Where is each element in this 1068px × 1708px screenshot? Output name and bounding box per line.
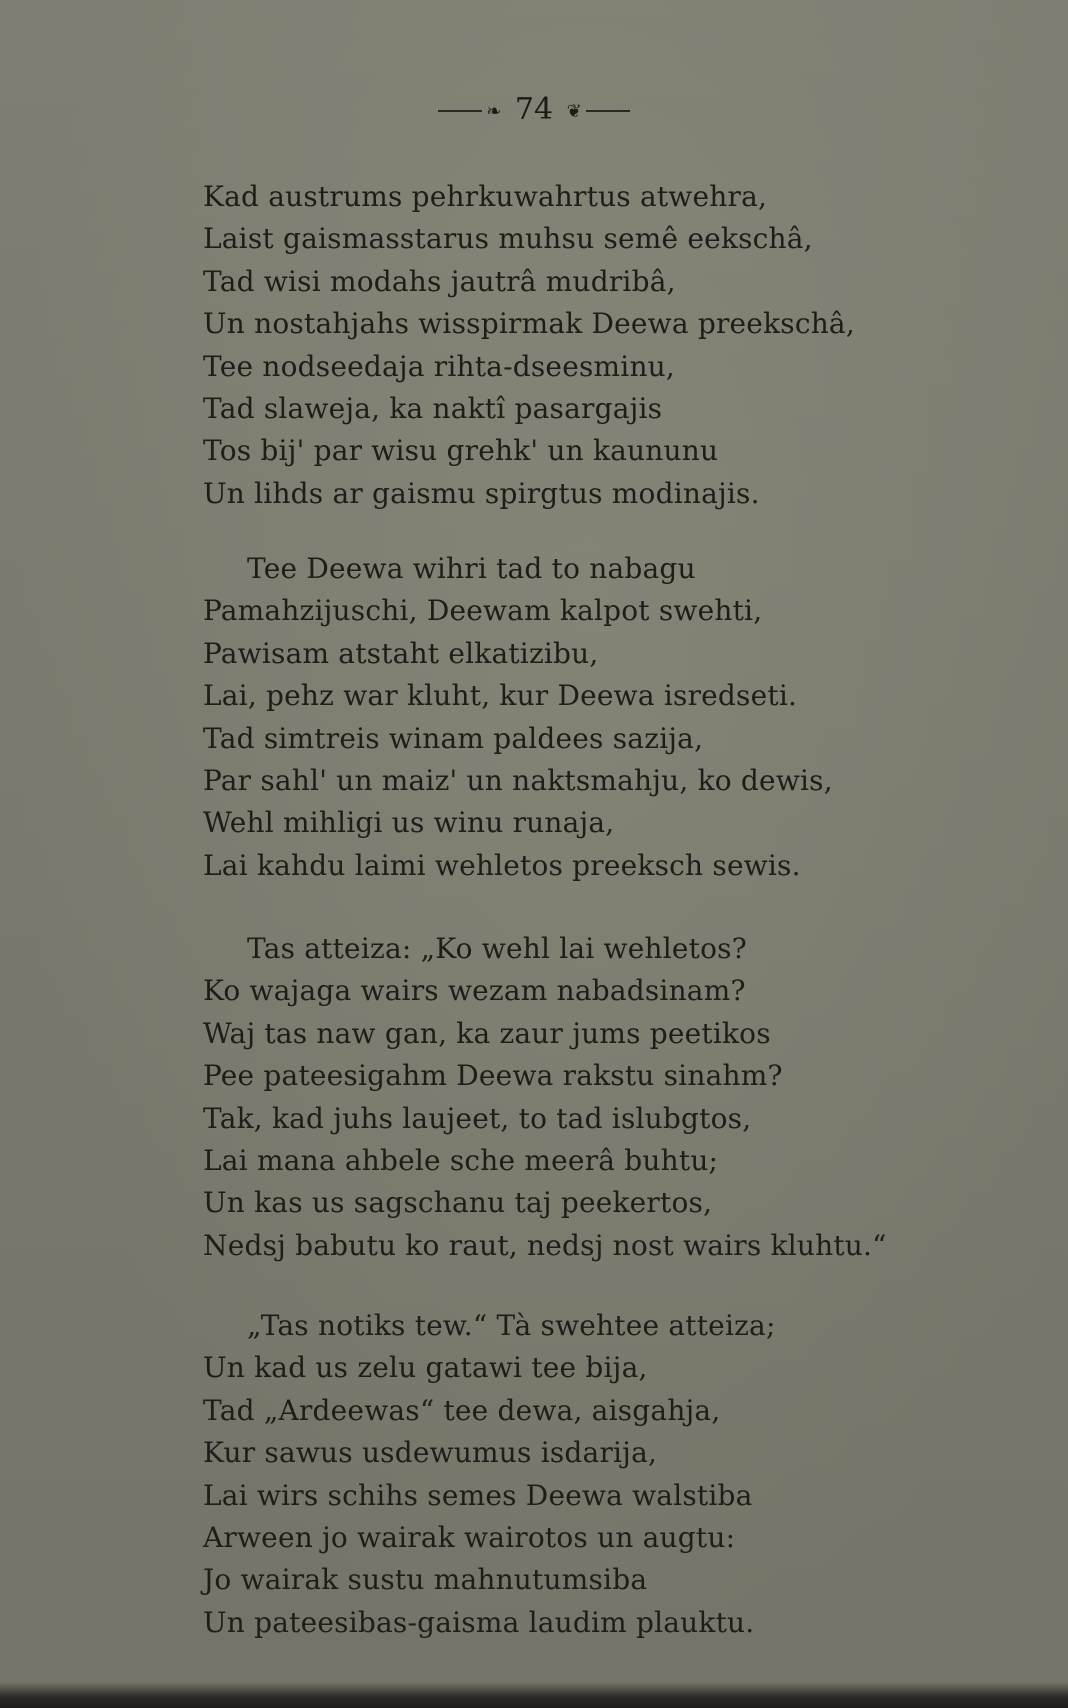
left-ornament-icon: ❧ bbox=[486, 100, 502, 122]
verse-line: Tos bij' par wisu grehk' un kaununu bbox=[203, 434, 719, 468]
verse-line: Pamahzijuschi, Deewam kalpot swehti, bbox=[203, 594, 763, 628]
verse-line: Kur sawus usdewumus isdarija, bbox=[203, 1436, 658, 1470]
verse-line: Pee pateesigahm Deewa rakstu sinahm? bbox=[203, 1059, 783, 1093]
verse-line: Un kad us zelu gatawi tee bija, bbox=[203, 1351, 648, 1385]
verse-line: Laist gaismasstarus muhsu semê eekschâ, bbox=[203, 222, 813, 256]
verse-line: „Tas notiks tew.“ Tà swehtee atteiza; bbox=[247, 1309, 776, 1342]
verse-line: Tad simtreis winam paldees sazija, bbox=[203, 721, 704, 755]
verse-line: Tee nodseedaja rihta-dseesminu, bbox=[203, 349, 676, 383]
stanza-1 bbox=[203, 176, 855, 515]
verse-line: Lai kahdu laimi wehletos preeksch sewis. bbox=[203, 848, 801, 882]
verse-line: Nedsj babutu ko raut, nedsj nost wairs kluhtu.“ bbox=[203, 1228, 887, 1262]
verse-line: Un lihds ar gaismu spirgtus modinajis. bbox=[203, 476, 760, 510]
verse-line: Tak, kad juhs laujeet, to tad islubgtos, bbox=[203, 1101, 752, 1135]
verse-line: Tad „Ardeewas“ tee dewa, aisgahja, bbox=[203, 1393, 721, 1427]
verse-line: Lai wirs schihs semes Deewa walstiba bbox=[203, 1478, 753, 1512]
verse-line: Tad slaweja, ka naktî pasargajis bbox=[203, 391, 663, 425]
verse-line: Arween jo wairak wairotos un augtu: bbox=[203, 1520, 736, 1554]
verse-line: Un pateesibas-gaisma laudim plauktu. bbox=[203, 1605, 755, 1639]
verse-line: Un nostahjahs wisspirmak Deewa preekschâ, bbox=[203, 307, 855, 341]
verse-line: Tad wisi modahs jautrâ mudribâ, bbox=[203, 264, 676, 298]
stanza-2 bbox=[203, 548, 833, 887]
verse-line: Lai, pehz war kluht, kur Deewa isredseti. bbox=[203, 679, 798, 713]
stanza-4 bbox=[203, 1305, 776, 1644]
verse-line: Waj tas naw gan, ka zaur jums peetikos bbox=[203, 1016, 771, 1050]
verse-line: Ko wajaga wairs wezam nabadsinam? bbox=[203, 974, 746, 1008]
verse-line: Jo wairak sustu mahnutumsiba bbox=[203, 1563, 648, 1597]
verse-line: Par sahl' un maiz' un naktsmahju, ko dewis, bbox=[203, 763, 833, 797]
page-header bbox=[0, 92, 1068, 127]
page-bottom-edge bbox=[0, 1682, 1068, 1708]
verse-line: Lai mana ahbele sche meerâ buhtu; bbox=[203, 1143, 719, 1177]
verse-line: Kad austrums pehrkuwahrtus atwehra, bbox=[203, 180, 768, 213]
verse-line: Tas atteiza: „Ko wehl lai wehletos? bbox=[247, 932, 747, 965]
verse-line: Un kas us sagschanu taj peekertos, bbox=[203, 1186, 713, 1220]
verse-line: Tee Deewa wihri tad to nabagu bbox=[247, 552, 696, 585]
left-rule bbox=[438, 110, 482, 112]
verse-line: Wehl mihligi us winu runaja, bbox=[203, 806, 615, 840]
right-rule bbox=[586, 110, 630, 112]
right-ornament-icon: ❦ bbox=[566, 100, 582, 122]
verse-line: Pawisam atstaht elkatizibu, bbox=[203, 636, 599, 670]
stanza-3 bbox=[203, 928, 887, 1267]
page-number: 74 bbox=[514, 92, 554, 127]
